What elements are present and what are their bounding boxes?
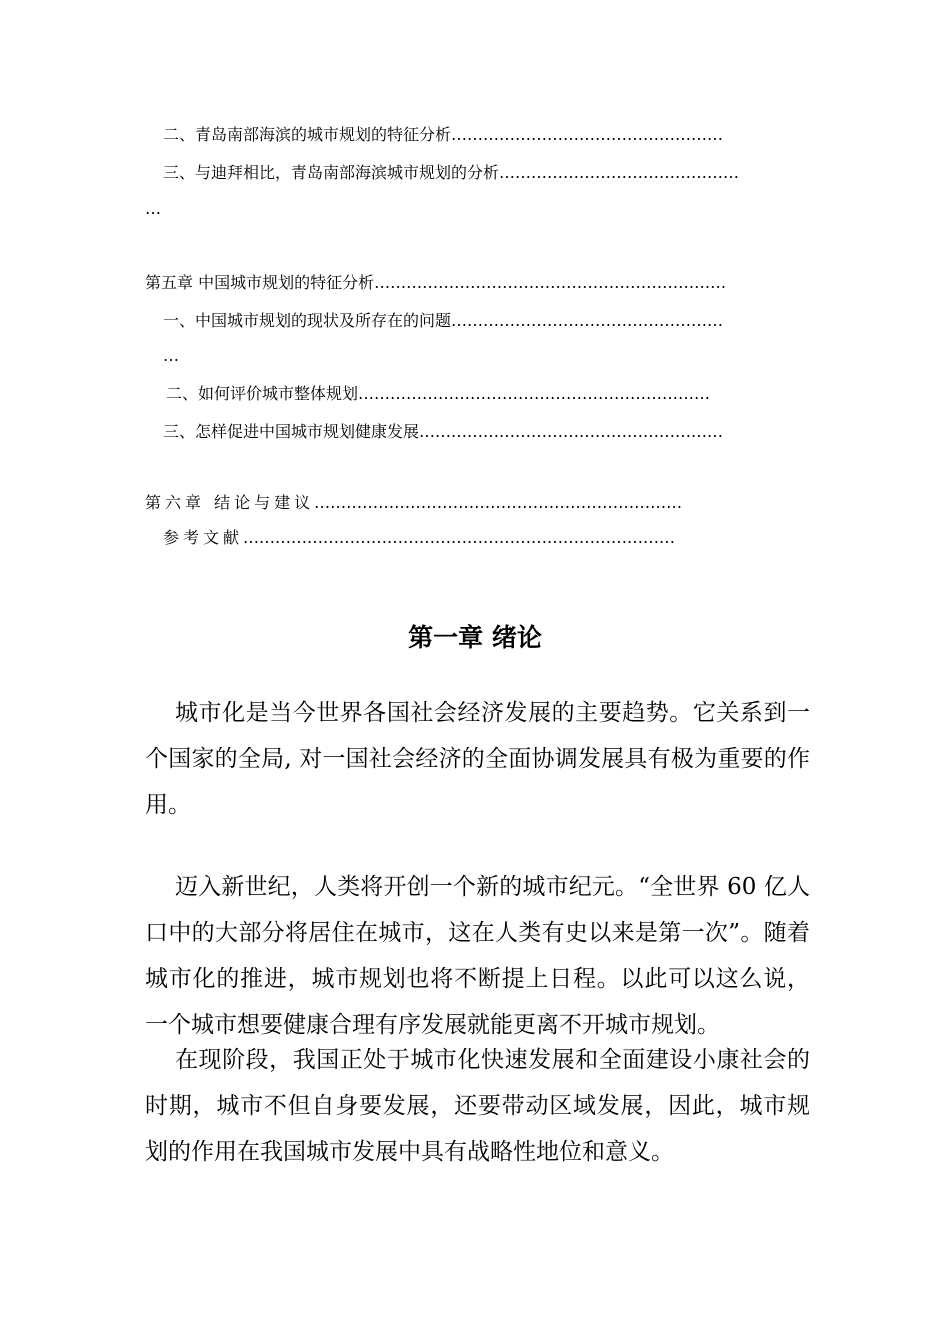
toc-entry-label: 二、如何评价城市整体规划: [166, 384, 359, 403]
toc-chapter-entry[interactable]: [145, 272, 808, 294]
toc-leader-dots: …………………………………………………………: [358, 384, 711, 403]
toc-entry[interactable]: [163, 310, 808, 332]
toc-leader-dots: ……………………………………………………………: [314, 493, 683, 512]
toc-entry[interactable]: [163, 124, 808, 146]
toc-entry-label: 一、中国城市规划的现状及所存在的问题: [163, 311, 452, 330]
toc-chapter-entry[interactable]: [145, 492, 808, 514]
toc-leader-dots: …………………………………………………: [419, 422, 724, 441]
toc-entry-label: …: [145, 199, 161, 218]
toc-entry-continuation: [163, 345, 223, 367]
body-paragraph: 迈入新世纪，人类将开创一个新的城市纪元。“全世界 60 亿人口中的大部分将居住在城市，这在人类有史以来是第一次”。随着城市化的推进，城市规划也将不断提上日程。以此可以这么说，一个城市想要健康合理有序发展就能更离不开城市规划。: [145, 874, 810, 1038]
toc-leader-dots: ………………………………………: [499, 163, 740, 182]
toc-entry-label: 三、怎样促进中国城市规划健康发展: [163, 422, 420, 441]
toc-entry-label: 二、青岛南部海滨的城市规划的特征分析: [163, 125, 452, 144]
toc-leader-dots: ……………………………………………: [451, 311, 724, 330]
chapter-title: 第一章 绪论: [408, 623, 542, 652]
toc-leader-dots: …………………………………………………………: [374, 273, 727, 292]
toc-entry-label: 第六章 结论与建议: [145, 493, 315, 512]
toc-entry[interactable]: [163, 527, 808, 549]
body-paragraph: 在现阶段，我国正处于城市化快速发展和全面建设小康社会的时期，城市不但自身要发展，还要带动区域发展，因此，城市规划的作用在我国城市发展中具有战略性地位和意义。: [145, 1047, 810, 1165]
toc-entry[interactable]: [163, 421, 808, 443]
body-paragraph: 城市化是当今世界各国社会经济发展的主要趋势。它关系到一个国家的全局, 对一国社会经济的全面协调发展具有极为重要的作用。: [145, 700, 810, 818]
toc-leader-dots: ………………………………………………………………………: [243, 528, 676, 547]
toc-entry-continuation: [145, 198, 205, 220]
toc-leader-dots: ……………………………………………: [451, 125, 724, 144]
toc-entry-label: 参考文献: [163, 528, 244, 547]
toc-entry[interactable]: [166, 383, 808, 405]
toc-entry[interactable]: [163, 162, 808, 184]
toc-entry-label: …: [163, 346, 179, 365]
toc-entry-label: 第五章 中国城市规划的特征分析: [145, 273, 375, 292]
toc-entry-label: 三、与迪拜相比，青岛南部海滨城市规划的分析: [163, 163, 500, 182]
